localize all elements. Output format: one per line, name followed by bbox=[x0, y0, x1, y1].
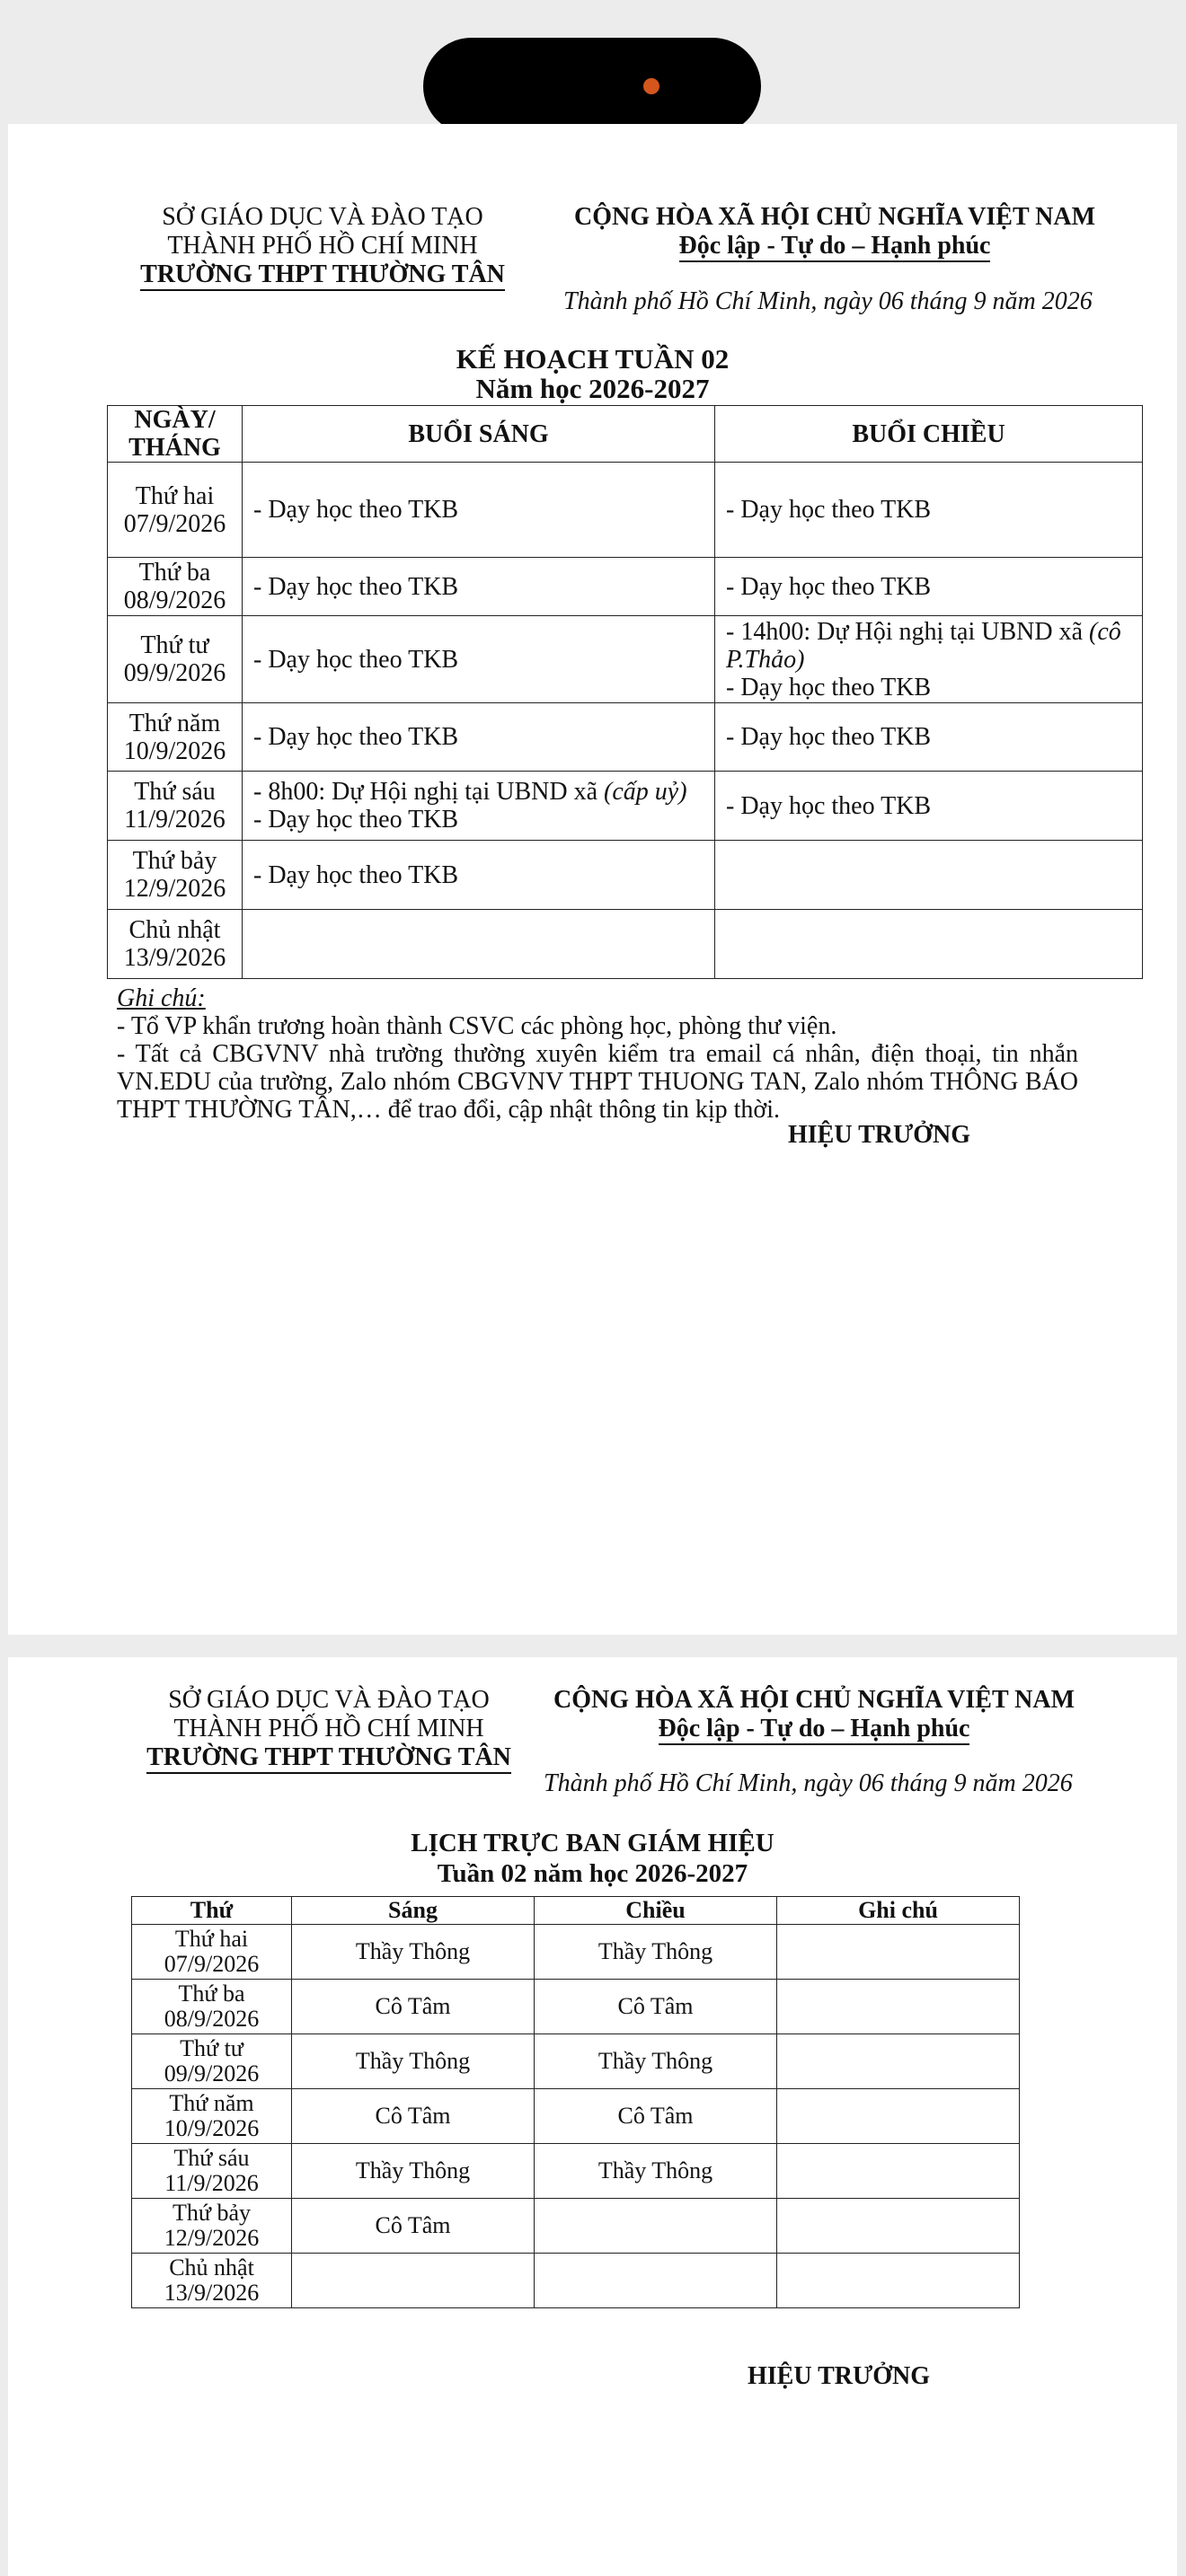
afternoon-cell: Thầy Thông bbox=[535, 2144, 777, 2199]
issuer-block bbox=[125, 203, 520, 291]
motto-block bbox=[544, 1686, 1084, 1745]
country-name: CỘNG HÒA XÃ HỘI CHỦ NGHĨA VIỆT NAM bbox=[553, 1686, 1075, 1714]
day-date: 09/9/2026 bbox=[164, 2060, 260, 2086]
morning-cell: Thầy Thông bbox=[292, 2034, 535, 2089]
dynamic-island bbox=[423, 38, 761, 135]
column-header-morning: Sáng bbox=[292, 1897, 535, 1925]
morning-cell: - Dạy học theo TKB bbox=[243, 463, 715, 558]
note-cell bbox=[777, 2199, 1020, 2254]
day-date: 08/9/2026 bbox=[123, 587, 226, 614]
morning-cell bbox=[292, 2254, 535, 2308]
morning-cell: - Dạy học theo TKB bbox=[243, 558, 715, 616]
day-date: 09/9/2026 bbox=[123, 659, 226, 687]
motto: Độc lập - Tự do – Hạnh phúc bbox=[659, 1715, 970, 1745]
day-name: Thứ năm bbox=[169, 2090, 254, 2116]
afternoon-cell: Thầy Thông bbox=[535, 1925, 777, 1980]
morning-cell: - Dạy học theo TKB bbox=[243, 841, 715, 910]
afternoon-cell bbox=[535, 2199, 777, 2254]
afternoon-cell bbox=[715, 910, 1143, 979]
column-header-morning: BUỔI SÁNG bbox=[243, 406, 715, 463]
morning-cell: - Dạy học theo TKB bbox=[243, 703, 715, 772]
afternoon-cell: - Dạy học theo TKB bbox=[715, 772, 1143, 841]
table-row bbox=[108, 772, 1143, 841]
date-line: Thành phố Hồ Chí Minh, ngày 06 tháng 9 năm 2026 bbox=[544, 1769, 1073, 1797]
plan-signature: HIỆU TRƯỞNG bbox=[788, 1121, 971, 1149]
afternoon-item-note: (cô P.Thảo) bbox=[726, 617, 1121, 674]
motto-block bbox=[565, 203, 1104, 262]
morning-cell: Cô Tâm bbox=[292, 1980, 535, 2034]
morning-cell bbox=[243, 772, 715, 841]
day-name: Thứ bảy bbox=[172, 2200, 251, 2226]
country-name: CỘNG HÒA XÃ HỘI CHỦ NGHĨA VIỆT NAM bbox=[573, 203, 1096, 231]
day-name: Thứ hai bbox=[135, 481, 215, 510]
table-row bbox=[132, 2199, 1020, 2254]
day-date: 10/9/2026 bbox=[164, 2115, 260, 2141]
day-name: Chủ nhật bbox=[169, 2254, 254, 2280]
table-row bbox=[108, 558, 1143, 616]
note-cell bbox=[777, 2089, 1020, 2144]
morning-cell: Thầy Thông bbox=[292, 1925, 535, 1980]
afternoon-cell: Thầy Thông bbox=[535, 2034, 777, 2089]
day-date: 11/9/2026 bbox=[124, 806, 226, 834]
column-header-date: NGÀY/ THÁNG bbox=[108, 406, 243, 463]
table-row bbox=[108, 841, 1143, 910]
day-name: Thứ bảy bbox=[132, 847, 217, 875]
issuer-line-2: THÀNH PHỐ HỒ CHÍ MINH bbox=[173, 1715, 484, 1742]
morning-item: - 8h00: Dự Hội nghị tại UBND xã bbox=[253, 778, 605, 806]
column-header-afternoon: BUỔI CHIỀU bbox=[715, 406, 1143, 463]
duty-schedule-table bbox=[131, 1896, 1020, 2308]
issuer-line-2: THÀNH PHỐ HỒ CHÍ MINH bbox=[167, 232, 478, 260]
duty-title: LỊCH TRỰC BAN GIÁM HIỆU bbox=[411, 1829, 774, 1857]
day-date: 07/9/2026 bbox=[164, 1951, 260, 1977]
plan-subtitle: Năm học 2026-2027 bbox=[475, 373, 710, 404]
school-name: TRƯỜNG THPT THƯỜNG TÂN bbox=[140, 260, 505, 291]
afternoon-cell bbox=[715, 841, 1143, 910]
afternoon-item: - Dạy học theo TKB bbox=[726, 673, 932, 701]
morning-cell bbox=[243, 910, 715, 979]
table-header-row bbox=[108, 406, 1143, 463]
day-name: Chủ nhật bbox=[128, 916, 221, 944]
column-header-afternoon: Chiều bbox=[535, 1897, 777, 1925]
weekly-plan-table bbox=[107, 405, 1143, 979]
column-header-day: Thứ bbox=[132, 1897, 292, 1925]
afternoon-cell bbox=[715, 616, 1143, 703]
plan-title: KẾ HOẠCH TUẦN 02 bbox=[456, 343, 730, 375]
day-date: 10/9/2026 bbox=[123, 737, 226, 765]
day-date: 08/9/2026 bbox=[164, 2006, 260, 2032]
duty-subtitle: Tuần 02 năm học 2026-2027 bbox=[437, 1859, 748, 1888]
school-name: TRƯỜNG THPT THƯỜNG TÂN bbox=[146, 1743, 511, 1774]
morning-cell: - Dạy học theo TKB bbox=[243, 616, 715, 703]
morning-cell: Thầy Thông bbox=[292, 2144, 535, 2199]
duty-signature: HIỆU TRƯỞNG bbox=[748, 2362, 931, 2390]
notes-section bbox=[117, 984, 1078, 1124]
note-cell bbox=[777, 2034, 1020, 2089]
day-name: Thứ hai bbox=[174, 1926, 249, 1952]
table-row bbox=[132, 1925, 1020, 1980]
motto: Độc lập - Tự do – Hạnh phúc bbox=[679, 232, 991, 262]
note-cell bbox=[777, 2254, 1020, 2308]
day-date: 11/9/2026 bbox=[164, 2170, 259, 2196]
note-item: - Tất cả CBGVNV nhà trường thường xuyên kiểm tra email cá nhân, điện thoại, tin nhắn VN.EDU của trường, Zalo nhóm CBGVNV THPT THUONG TAN, Zalo nhóm THÔNG BÁO THPT THƯỜNG TÂN,… để trao đổi, cập nhật thông tin kịp thời. bbox=[117, 1040, 1078, 1124]
table-row bbox=[132, 2089, 1020, 2144]
document-page-1 bbox=[8, 124, 1177, 1635]
afternoon-cell bbox=[535, 2254, 777, 2308]
morning-item-note: (cấp uỷ) bbox=[604, 778, 687, 806]
camera-indicator-dot bbox=[643, 78, 659, 94]
issuer-block bbox=[131, 1686, 527, 1774]
afternoon-cell: Cô Tâm bbox=[535, 1980, 777, 2034]
day-date: 12/9/2026 bbox=[164, 2225, 260, 2251]
day-date: 13/9/2026 bbox=[164, 2280, 260, 2306]
note-item: - Tổ VP khẩn trương hoàn thành CSVC các phòng học, phòng thư viện. bbox=[117, 1012, 837, 1040]
table-row bbox=[108, 463, 1143, 558]
day-name: Thứ năm bbox=[128, 709, 221, 737]
morning-item: - Dạy học theo TKB bbox=[253, 806, 459, 834]
day-date: 07/9/2026 bbox=[123, 509, 226, 538]
table-row bbox=[108, 910, 1143, 979]
day-date: 13/9/2026 bbox=[123, 944, 226, 972]
column-header-note: Ghi chú bbox=[777, 1897, 1020, 1925]
note-cell bbox=[777, 1925, 1020, 1980]
afternoon-cell: - Dạy học theo TKB bbox=[715, 463, 1143, 558]
document-page-2 bbox=[8, 1657, 1177, 2576]
afternoon-cell: - Dạy học theo TKB bbox=[715, 558, 1143, 616]
table-row bbox=[132, 2034, 1020, 2089]
day-name: Thứ tư bbox=[140, 631, 209, 659]
note-cell bbox=[777, 1980, 1020, 2034]
table-header-row bbox=[132, 1897, 1020, 1925]
table-row bbox=[132, 2144, 1020, 2199]
afternoon-cell: Cô Tâm bbox=[535, 2089, 777, 2144]
issuer-line-1: SỞ GIÁO DỤC VÀ ĐÀO TẠO bbox=[168, 1686, 490, 1714]
issuer-line-1: SỞ GIÁO DỤC VÀ ĐÀO TẠO bbox=[162, 203, 483, 231]
table-row bbox=[132, 1980, 1020, 2034]
day-name: Thứ ba bbox=[138, 559, 211, 587]
table-row bbox=[108, 616, 1143, 703]
table-row bbox=[108, 703, 1143, 772]
day-date: 12/9/2026 bbox=[123, 875, 226, 903]
note-cell bbox=[777, 2144, 1020, 2199]
date-line: Thành phố Hồ Chí Minh, ngày 06 tháng 9 năm 2026 bbox=[563, 287, 1093, 315]
morning-cell: Cô Tâm bbox=[292, 2199, 535, 2254]
day-name: Thứ sáu bbox=[134, 778, 216, 806]
day-name: Thứ ba bbox=[178, 1981, 245, 2007]
notes-label: Ghi chú: bbox=[117, 984, 206, 1012]
day-name: Thứ sáu bbox=[173, 2145, 250, 2171]
morning-cell: Cô Tâm bbox=[292, 2089, 535, 2144]
day-name: Thứ tư bbox=[180, 2035, 243, 2061]
afternoon-item: - 14h00: Dự Hội nghị tại UBND xã bbox=[726, 617, 1090, 646]
afternoon-cell: - Dạy học theo TKB bbox=[715, 703, 1143, 772]
table-row bbox=[132, 2254, 1020, 2308]
